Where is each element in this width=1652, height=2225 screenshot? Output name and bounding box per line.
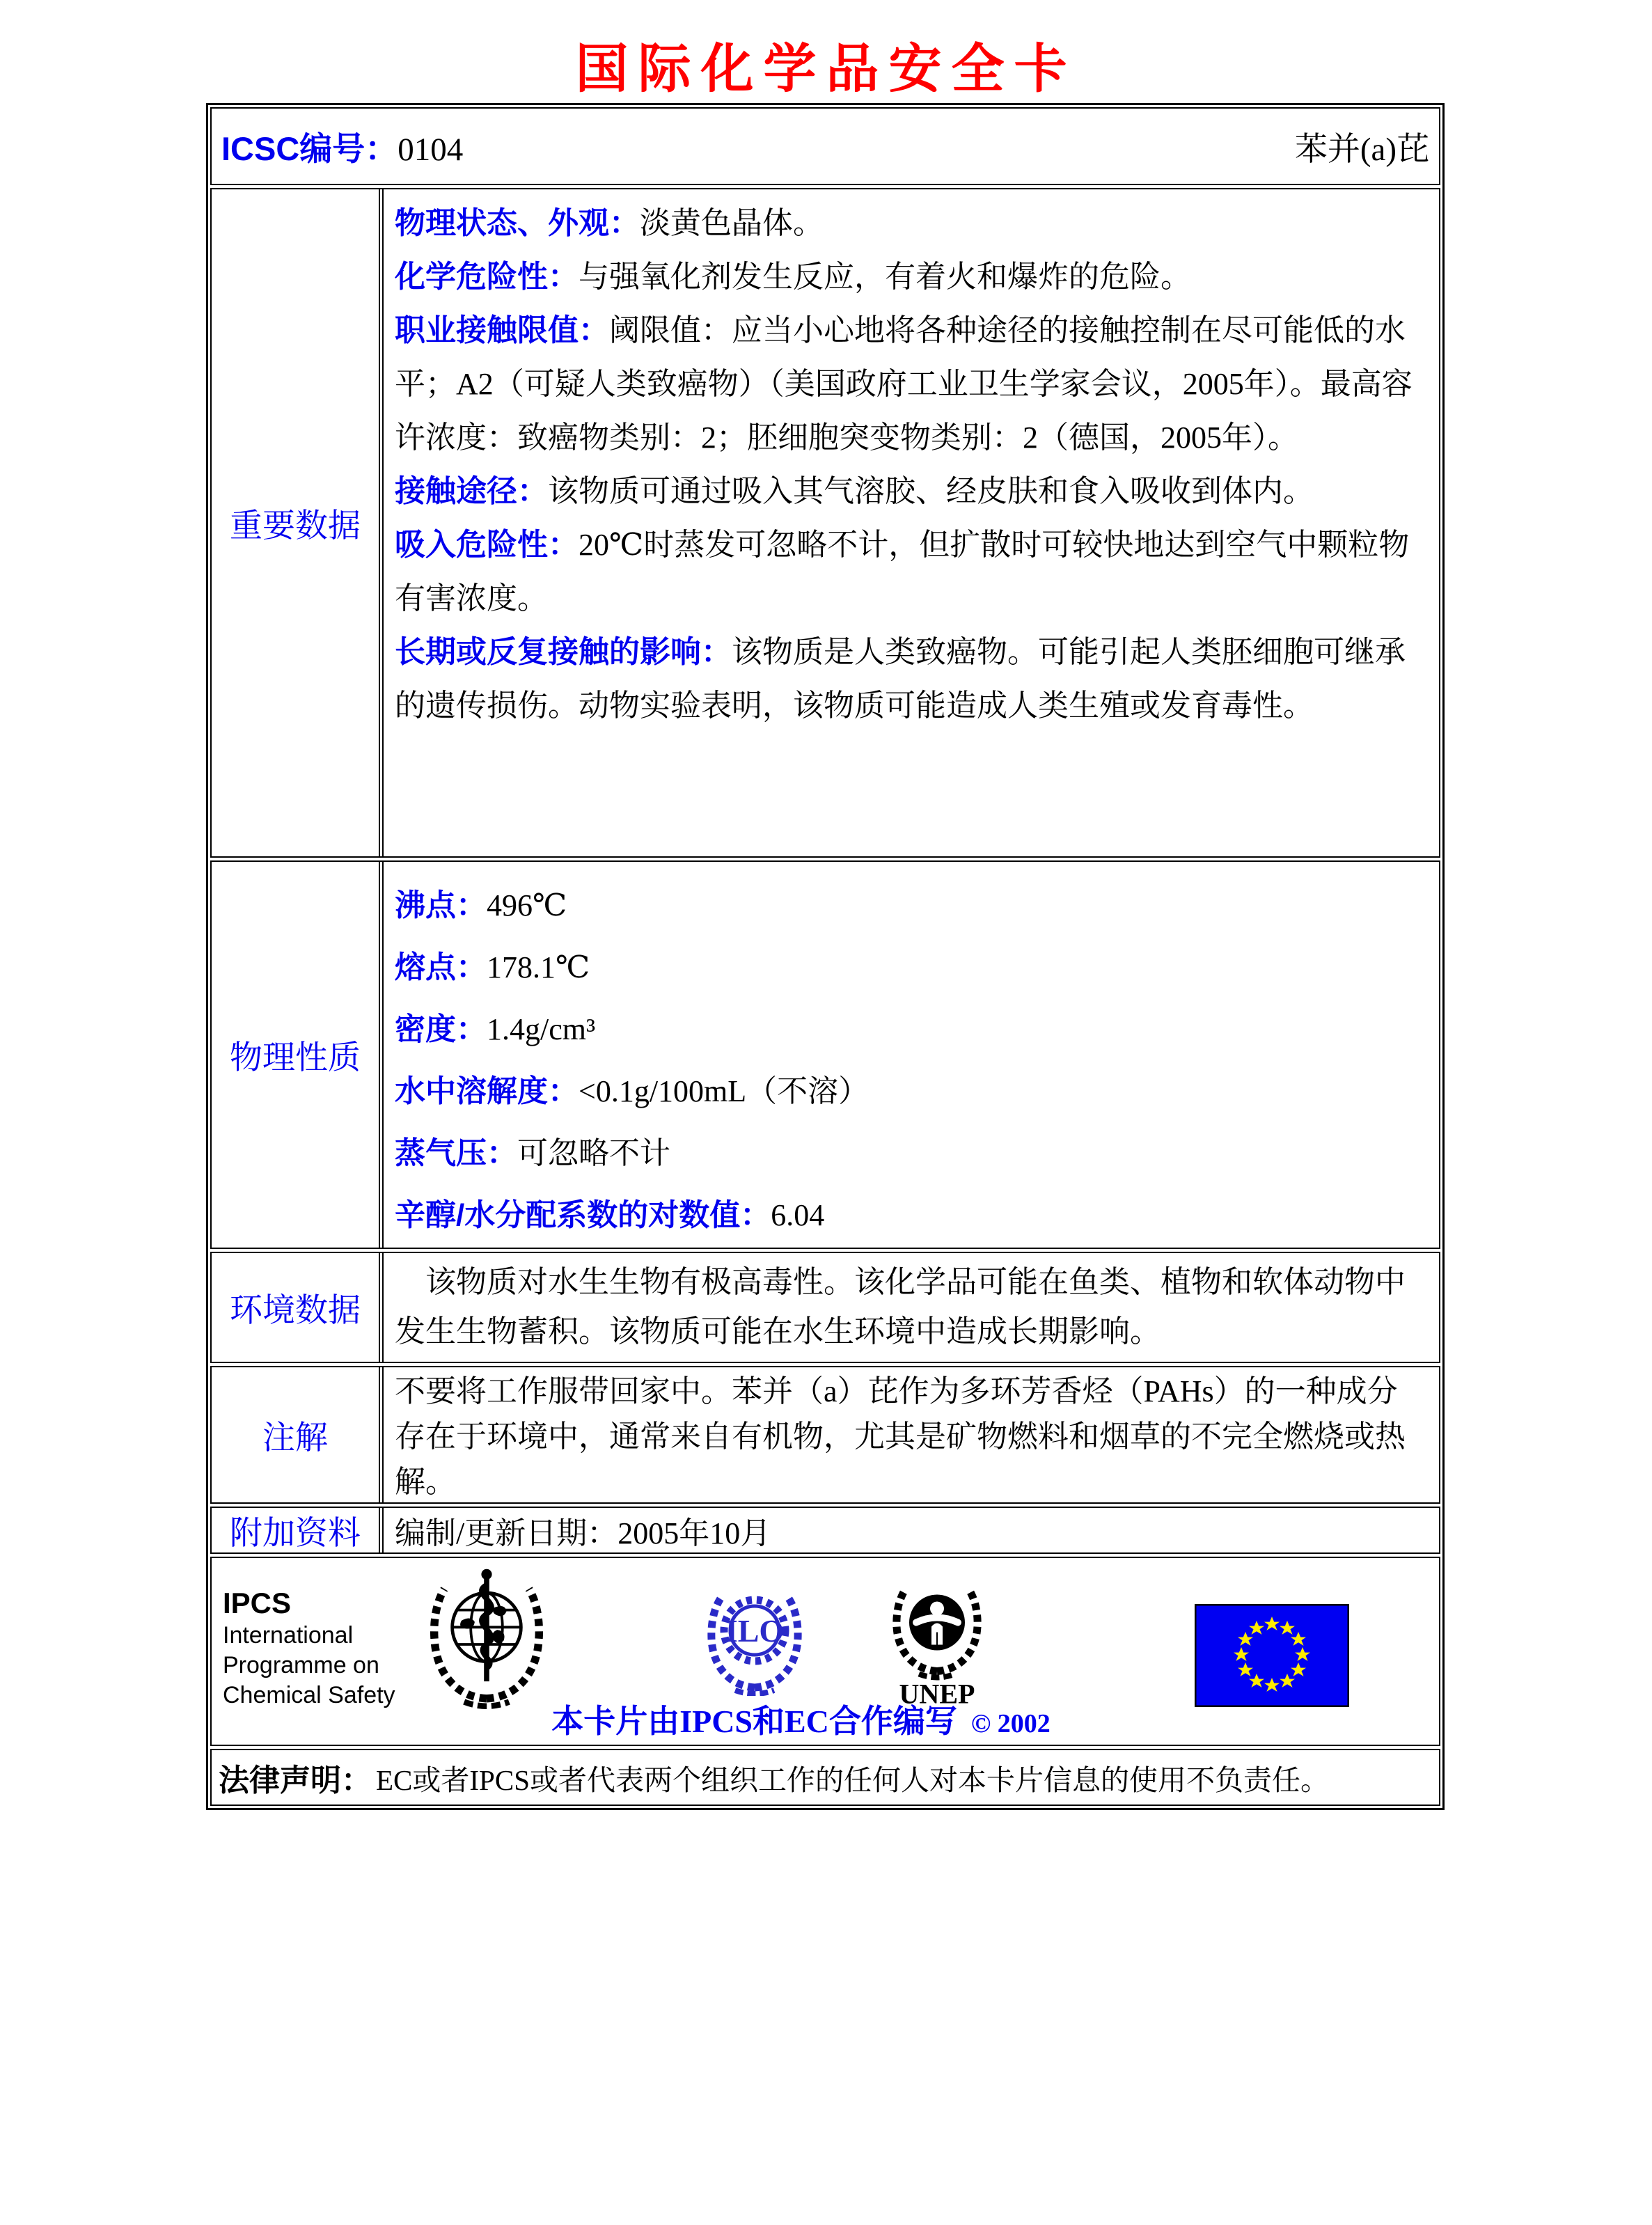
environment-data-row xyxy=(210,1252,1440,1363)
legal-row xyxy=(210,1749,1440,1806)
important-item: 长期或反复接触的影响：该物质是人类致癌物。可能引起人类胚细胞可继承的遗传损伤。动物实验表明，该物质可能造成人类生殖或发育毒性。 xyxy=(395,635,1406,723)
physical-item: 熔点：178.1℃ xyxy=(395,950,590,984)
icsc-card xyxy=(206,103,1445,1810)
icsc-number-value: 0104 xyxy=(398,131,464,168)
logos-row xyxy=(210,1557,1440,1746)
who-logo-icon xyxy=(420,1566,553,1709)
unep-logo-icon xyxy=(880,1566,995,1709)
notes-content xyxy=(382,1367,1439,1502)
ilo-logo-icon xyxy=(699,1571,810,1696)
additional-info-row xyxy=(210,1507,1440,1554)
environment-data-content xyxy=(382,1253,1439,1362)
copyright-text: © 2002 xyxy=(970,1709,1051,1738)
important-item: 化学危险性：与强氧化剂发生反应，有着火和爆炸的危险。 xyxy=(395,260,1191,294)
section-label-physical: 物理性质 xyxy=(212,862,380,1248)
section-label-environment: 环境数据 xyxy=(212,1253,380,1362)
additional-info-content xyxy=(382,1508,1439,1552)
physical-item: 蒸气压：可忽略不计 xyxy=(395,1136,670,1170)
important-item: 职业接触限值：阈限值：应当小心地将各种途径的接触控制在尽可能低的水平；A2（可疑人类致癌物）（美国政府工业卫生学家会议，2005年）。最高容许浓度：致癌物类别：2；胚细胞突变物类别：2（德国，2005年）。 xyxy=(395,313,1413,455)
icsc-number-label: ICSC编号： xyxy=(221,129,398,167)
header-row xyxy=(210,107,1440,185)
icsc-number-group xyxy=(221,123,463,170)
physical-properties-content xyxy=(382,862,1439,1248)
section-label-additional: 附加资料 xyxy=(212,1508,380,1552)
ipcs-acronym: IPCS xyxy=(223,1587,292,1619)
important-data-row xyxy=(210,188,1440,858)
important-item: 吸入危险性：20℃时蒸发可忽略不计，但扩散时可较快地达到空气中颗粒物有害浓度。 xyxy=(395,528,1410,615)
physical-properties-row xyxy=(210,860,1440,1249)
additional-info-text: 编制/更新日期：2005年10月 xyxy=(395,1516,771,1550)
legal-label: 法律声明： xyxy=(219,1763,372,1798)
cooperation-caption xyxy=(212,1696,1390,1742)
notes-text: 不要将工作服带回家中。苯并（a）芘作为多环芳香烃（PAHs）的一种成分存在于环境中，通常来自有机物，尤其是矿物燃料和烟草的不完全燃烧或热解。 xyxy=(395,1374,1406,1499)
section-label-notes: 注解 xyxy=(212,1367,380,1502)
page-title: 国际化学品安全卡 xyxy=(575,38,1077,100)
legal-text: EC或者IPCS或者代表两个组织工作的任何人对本卡片信息的使用不负责任。 xyxy=(376,1763,1329,1796)
environment-text: 该物质对水生生物有极高毒性。该化学品可能在鱼类、植物和软体动物中发生生物蓄积。该物质可能在水生环境中造成长期影响。 xyxy=(395,1265,1406,1349)
section-label-important: 重要数据 xyxy=(212,189,380,856)
physical-item: 沸点：496℃ xyxy=(395,888,567,922)
cooperation-caption-text: 本卡片由IPCS和EC合作编写 xyxy=(551,1704,957,1739)
physical-item: 密度：1.4g/cm³ xyxy=(395,1012,596,1046)
notes-row xyxy=(210,1366,1440,1504)
ilo-letters: ILO xyxy=(725,1613,785,1649)
eu-flag-icon xyxy=(1195,1604,1349,1707)
important-data-content xyxy=(382,189,1439,856)
chemical-name: 苯并(a)芘 xyxy=(1294,131,1429,168)
ipcs-text-block: IPCS International Programme on Chemical Safety xyxy=(223,1587,395,1708)
important-item: 接触途径：该物质可通过吸入其气溶胶、经皮肤和食入吸收到体内。 xyxy=(395,474,1314,508)
physical-item: 水中溶解度：<0.1g/100mL（不溶） xyxy=(395,1074,870,1108)
important-item: 物理状态、外观：淡黄色晶体。 xyxy=(395,206,824,240)
unep-letters: UNEP xyxy=(899,1678,975,1709)
physical-item: 辛醇/水分配系数的对数值：6.04 xyxy=(395,1198,825,1232)
